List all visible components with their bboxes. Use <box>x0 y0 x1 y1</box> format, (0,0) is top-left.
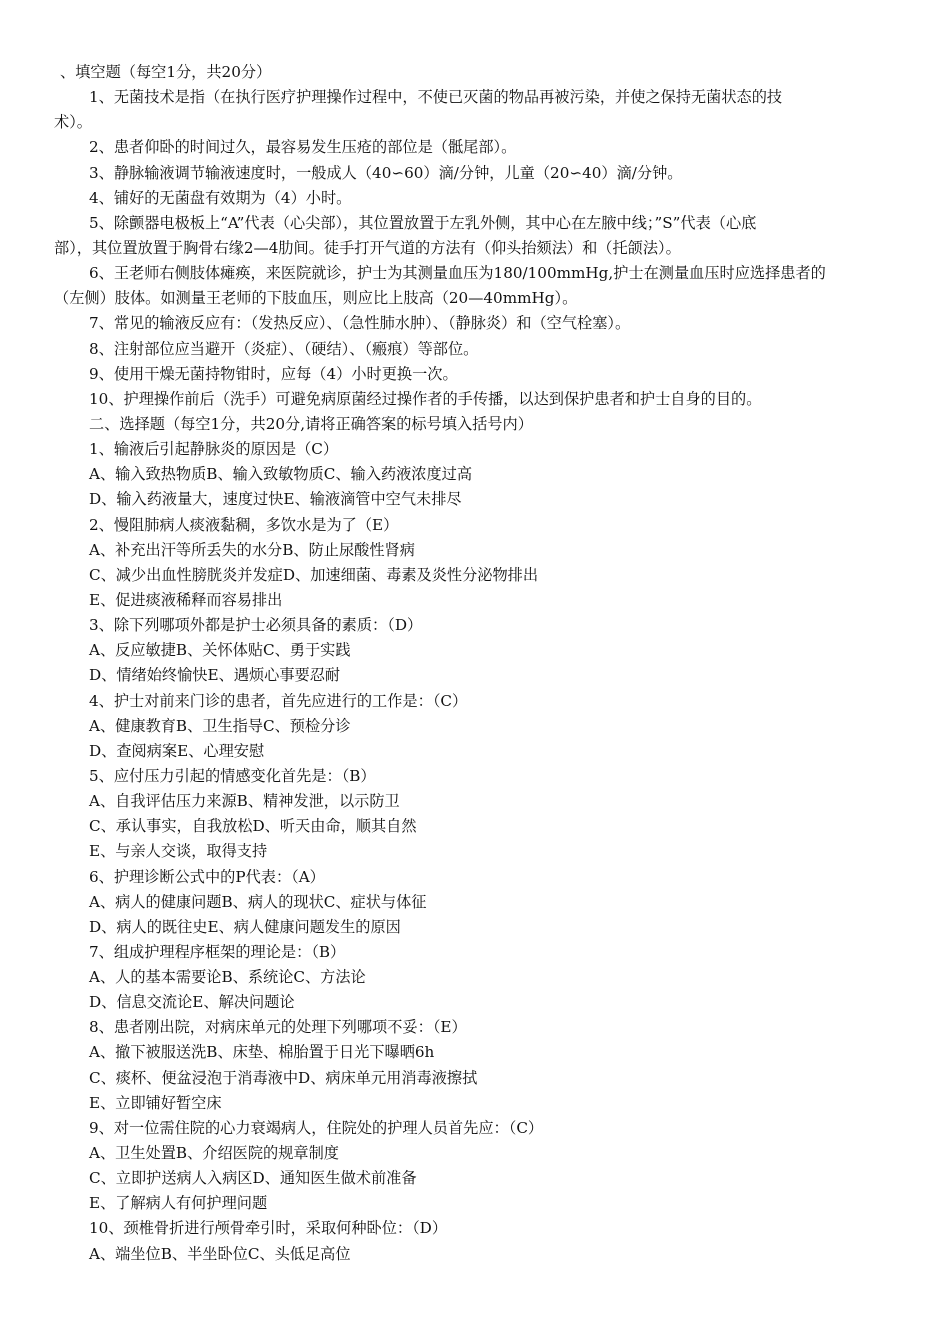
text-line: C、承认事实，自我放松D、听天由命，顺其自然 <box>89 817 417 836</box>
text-line: D、查阅病案E、心理安慰 <box>89 741 265 760</box>
text-line: 2、慢阻肺病人痰液黏稠，多饮水是为了（E） <box>89 515 399 534</box>
text-line: 术）。 <box>54 113 92 132</box>
text-line: C、立即护送病人入病区D、通知医生做术前准备 <box>89 1169 417 1188</box>
text-line: 8、注射部位应当避开（炎症）、（硬结）、（瘢痕）等部位。 <box>89 339 479 358</box>
text-line: A、补充出汗等所丢失的水分B、防止尿酸性肾病 <box>89 540 415 559</box>
text-line: 1、输液后引起静脉炎的原因是（C） <box>89 440 339 459</box>
text-line: E、立即铺好暂空床 <box>89 1093 222 1112</box>
text-line: 8、患者刚出院，对病床单元的处理下列哪项不妥：（E） <box>89 1018 467 1037</box>
document-page <box>0 60 950 1267</box>
text-line: 3、静脉输液调节输液速度时，一般成人（40∽60）滴/分钟，儿童（20∽40）滴/分钟。 <box>89 163 683 182</box>
text-line: A、端坐位B、半坐卧位C、头低足高位 <box>89 1244 351 1263</box>
text-line: 4、铺好的无菌盘有效期为（4）小时。 <box>89 188 352 207</box>
text-line: D、病人的既往史E、病人健康问题发生的原因 <box>89 917 401 936</box>
text-line: 6、王老师右侧肢体瘫痪，来医院就诊，护士为其测量血压为180/100mmHg,护士在测量血压时应选择患者的 <box>89 264 826 283</box>
text-line: A、反应敏捷B、关怀体贴C、勇于实践 <box>89 641 351 660</box>
text-line: D、输入药液量大，速度过快E、输液滴管中空气未排尽 <box>89 490 462 509</box>
text-line: A、自我评估压力来源B、精神发泄，以示防卫 <box>89 792 400 811</box>
text-line: 10、颈椎骨折进行颅骨牵引时，采取何种卧位：（D） <box>89 1219 448 1238</box>
text-line: E、促进痰液稀释而容易排出 <box>89 590 283 609</box>
text-line: D、信息交流论E、解决问题论 <box>89 993 295 1012</box>
text-line: 1、无菌技术是指（在执行医疗护理操作过程中，不使已灭菌的物品再被污染，并使之保持无菌状态的技 <box>89 88 783 107</box>
text-line: A、输入致热物质B、输入致敏物质C、输入药液浓度过高 <box>89 465 473 484</box>
text-line: （左侧）肢体。如测量王老师的下肢血压，则应比上肢高（20—40mmHg）。 <box>54 289 578 308</box>
text-line: 9、对一位需住院的心力衰竭病人，住院处的护理人员首先应：（C） <box>89 1118 544 1137</box>
text-line: 9、使用干燥无菌持物钳时，应每（4）小时更换一次。 <box>89 364 458 383</box>
text-line: 、填空题（每空1分，共20分） <box>60 63 272 81</box>
text-line: 5、除颤器电极板上“A”代表（心尖部），其位置放置于左乳外侧，其中心在左腋中线；”S”代表（心底 <box>89 213 757 232</box>
text-line: D、情绪始终愉快E、遇烦心事要忍耐 <box>89 666 341 685</box>
text-line: 7、组成护理程序框架的理论是：（B） <box>89 942 346 961</box>
text-line: 2、患者仰卧的时间过久，最容易发生压疮的部位是（骶尾部）。 <box>89 138 517 157</box>
text-line: A、卫生处置B、介绍医院的规章制度 <box>89 1144 339 1163</box>
text-line: 6、护理诊断公式中的P代表：（A） <box>89 867 325 886</box>
text-line: E、了解病人有何护理问题 <box>89 1194 268 1213</box>
text-line: C、减少出血性膀胱炎并发症D、加速细菌、毒素及炎性分泌物排出 <box>89 565 539 584</box>
text-line: 二、选择题（每空1分，共20分,请将正确答案的标号填入括号内） <box>89 414 533 433</box>
text-line: A、撤下被服送洗B、床垫、棉胎置于日光下曝晒6h <box>89 1043 435 1062</box>
text-line: E、与亲人交谈，取得支持 <box>89 842 268 861</box>
text-line: 3、除下列哪项外都是护士必须具备的素质：（D） <box>89 616 423 635</box>
text-line: 5、应付压力引起的情感变化首先是：（B） <box>89 766 376 785</box>
text-line: 7、常见的输液反应有：（发热反应）、（急性肺水肿）、（静脉炎）和（空气栓塞）。 <box>89 314 631 333</box>
text-line: A、病人的健康问题B、病人的现状C、症状与体征 <box>89 892 427 911</box>
text-line: A、人的基本需要论B、系统论C、方法论 <box>89 968 366 987</box>
text-line: 10、护理操作前后（洗手）可避免病原菌经过操作者的手传播，以达到保护患者和护士自身的目的。 <box>89 389 762 408</box>
text-line: C、痰杯、便盆浸泡于消毒液中D、病床单元用消毒液擦拭 <box>89 1068 478 1087</box>
text-line: A、健康教育B、卫生指导C、预检分诊 <box>89 716 351 735</box>
text-line: 部），其位置放置于胸骨右缘2—4肋间。徒手打开气道的方法有（仰头抬颏法）和（托颌法）。 <box>54 238 681 257</box>
text-line: 4、护士对前来门诊的患者，首先应进行的工作是：（C） <box>89 691 468 710</box>
